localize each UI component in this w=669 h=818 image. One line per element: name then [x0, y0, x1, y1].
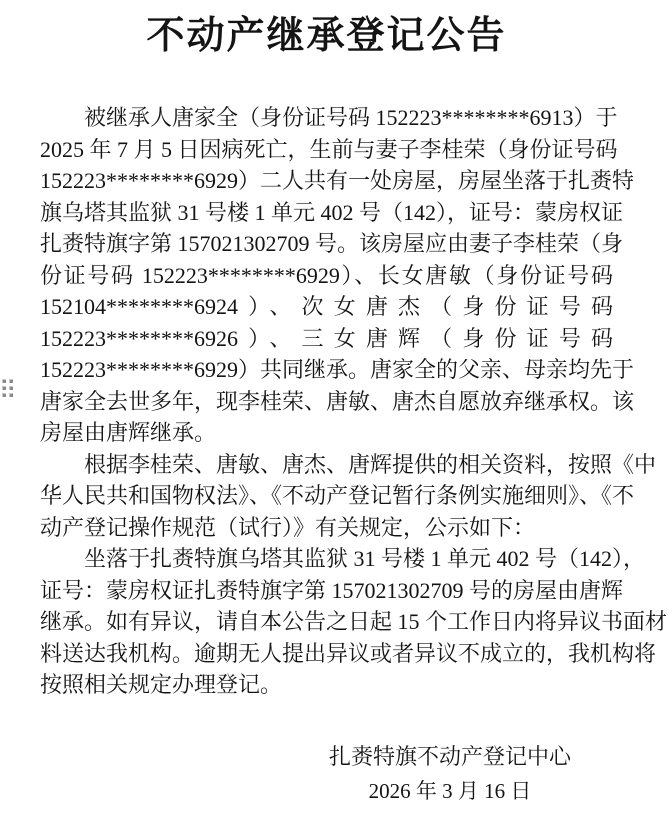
dot [9, 379, 13, 383]
issuer-signature: 扎赉特旗不动产登记中心 [328, 743, 571, 769]
document-line: 料送达我机构。逾期无人提出异议或者异议不成立的，我机构将 [40, 640, 657, 666]
dot [9, 386, 13, 390]
document-line: 按照相关规定办理登记。 [40, 672, 283, 697]
dot [2, 379, 6, 383]
document-line: 152223********6929）共同继承。唐家全的父亲、母亲均先于 [40, 357, 635, 382]
document-line: 继承。如有异议，请自本公告之日起 15 个工作日内将异议书面材 [40, 609, 668, 634]
document-line: 坐落于扎赉特旗乌塔其监狱 31 号楼 1 单元 402 号（142）， [84, 546, 646, 571]
document-line: 扎赉特旗字第 157021302709 号。该房屋应由妻子李桂荣（身 [40, 231, 624, 256]
document-line: 152104********6924）、次女唐杰（身份证号码 [40, 294, 613, 319]
dot [2, 393, 6, 397]
issue-date: 2026 年 3 月 16 日 [368, 778, 532, 803]
document-line: 根据李桂荣、唐敏、唐杰、唐辉提供的相关资料，按照《中 [84, 451, 657, 477]
document-line: 2025 年 7 月 5 日因病死亡，生前与妻子李桂荣（身份证号码 [40, 136, 618, 162]
document-line: 证号：蒙房权证扎赉特旗字第 157021302709 号的房屋由唐辉 [40, 577, 624, 603]
document-line: 唐家全去世多年，现李桂荣、唐敏、唐杰自愿放弃继承权。该 [40, 388, 635, 414]
drag-handle-dots-icon[interactable] [2, 379, 13, 397]
document-line: 152223********6929）二人共有一处房屋，房屋坐落于扎赉特 [40, 168, 635, 193]
signature-block [250, 739, 650, 809]
document-line: 动产登记操作规范（试行）》有关规定，公示如下： [40, 514, 536, 540]
page-title: 不动产继承登记公告 [146, 15, 507, 57]
document-line: 旗乌塔其监狱 31 号楼 1 单元 402 号（142），证号：蒙房权证 [40, 199, 624, 225]
document-line: 份证号码 152223********6929）、长女唐敏（身份证号码 [40, 262, 613, 288]
dot [2, 386, 6, 390]
document-line: 152223********6926）、三女唐辉（身份证号码 [40, 325, 613, 351]
document-body [40, 102, 668, 701]
dot [9, 393, 13, 397]
document-line: 华人民共和国物权法》、《不动产登记暂行条例实施细则》、《不 [40, 483, 635, 508]
document-line: 被继承人唐家全（身份证号码 152223********6913）于 [84, 105, 618, 130]
document-line: 房屋由唐辉继承。 [40, 420, 217, 445]
